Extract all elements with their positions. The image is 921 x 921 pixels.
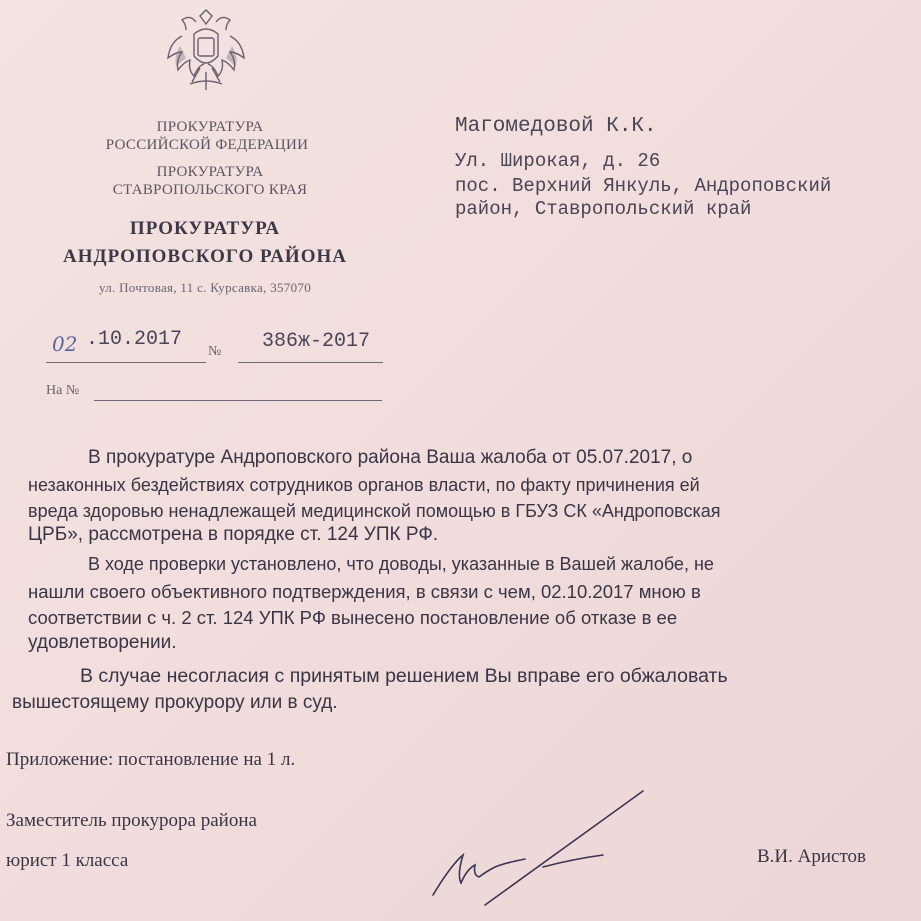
registration-number: 386ж-2017 xyxy=(262,330,371,353)
body-p1-line1: В прокуратуре Андроповского района Ваша жалоба от 05.07.2017, о xyxy=(88,447,693,468)
coat-of-arms-icon xyxy=(160,6,252,98)
office-address: ул. Почтовая, 11 с. Курсавка, 357070 xyxy=(99,280,311,295)
signer-rank: юрист 1 класса xyxy=(6,850,129,871)
date-day-handwritten: 02 xyxy=(52,332,78,356)
header-line-2: РОССИЙСКОЙ ФЕДЕРАЦИИ xyxy=(105,137,309,153)
reply-underline xyxy=(94,400,382,401)
body-p1-line4: ЦРБ», рассмотрена в порядке ст. 124 УПК РФ. xyxy=(28,524,439,545)
signer-position: Заместитель прокурора района xyxy=(6,810,257,831)
header-line-4: СТАВРОПОЛЬСКОГО КРАЯ xyxy=(112,182,308,198)
number-label: № xyxy=(208,344,222,359)
body-p3-line2: вышестоящему прокурору или в суд. xyxy=(12,692,338,713)
body-p1-line3: вреда здоровью ненадлежащей медицинской помощью в ГБУЗ СК «Андроповская xyxy=(28,501,721,521)
signer-name: В.И. Аристов xyxy=(757,846,866,867)
recipient-name: Магомедовой К.К. xyxy=(455,115,657,138)
recipient-street: Ул. Широкая, д. 26 xyxy=(455,150,661,172)
handwritten-signature-icon xyxy=(425,785,655,910)
body-p2-line3: соответствии с ч. 2 ст. 124 УПК РФ вынесено постановление об отказе в ее xyxy=(28,607,678,628)
reply-label: На № xyxy=(46,383,80,398)
header-line-3: ПРОКУРАТУРА xyxy=(156,164,264,180)
body-p1-line2: незаконных бездействиях сотрудников органов власти, по факту причинения ей xyxy=(28,475,700,495)
attachment-note: Приложение: постановление на 1 л. xyxy=(6,749,296,770)
body-p2-line4: удовлетворении. xyxy=(28,632,177,653)
body-p2-line2: нашли своего объективного подтверждения, в связи с чем, 02.10.2017 мною в xyxy=(28,581,701,602)
date-printed: .10.2017 xyxy=(86,328,183,351)
body-p2-line1: В ходе проверки установлено, что доводы, указанные в Вашей жалобе, не xyxy=(88,554,714,574)
recipient-locality: пос. Верхний Янкуль, Андроповский xyxy=(455,175,832,197)
body-p3-line1: В случае несогласия с принятым решением Вы вправе его обжаловать xyxy=(80,665,728,687)
number-underline xyxy=(238,362,383,363)
office-name-line-1: ПРОКУРАТУРА xyxy=(129,218,281,239)
header-line-1: ПРОКУРАТУРА xyxy=(156,119,264,135)
office-name-line-2: АНДРОПОВСКОГО РАЙОНА xyxy=(63,246,347,267)
date-underline xyxy=(46,362,206,363)
recipient-region: район, Ставропольский край xyxy=(455,198,752,220)
